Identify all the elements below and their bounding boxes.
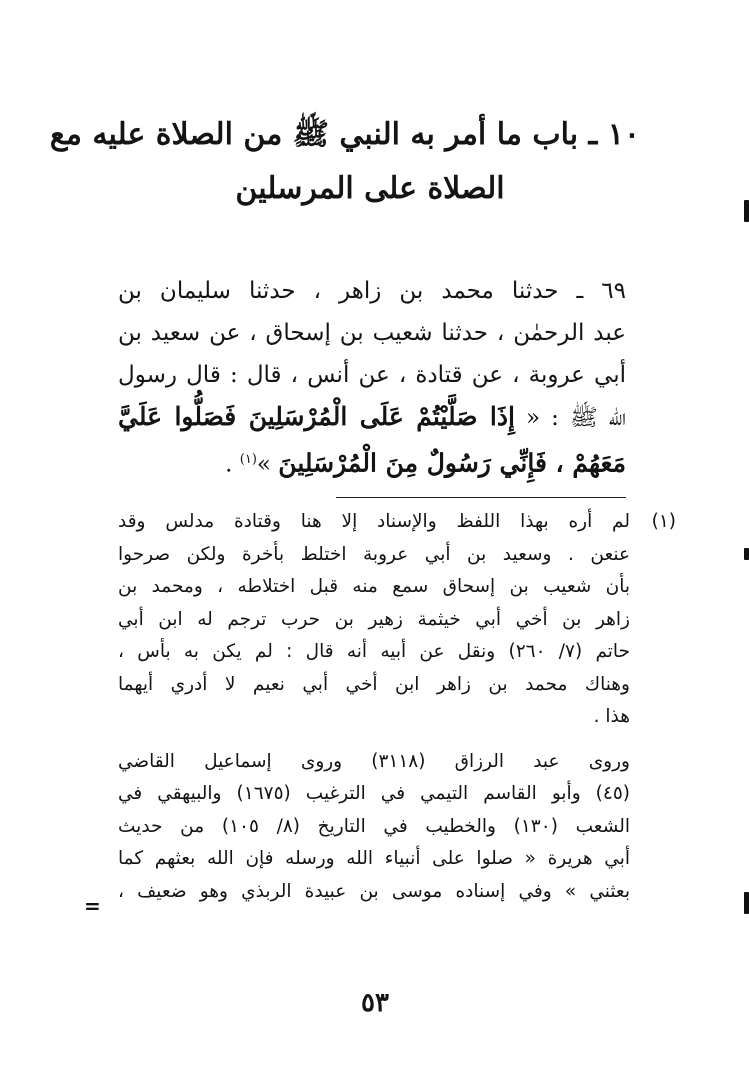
footnote-line: الشعب (١٣٠) والخطيب في التاريخ (٨/ ١٠٥) من حديث <box>118 815 630 837</box>
footnote-line: بأن شعيب بن إسحاق سمع منه قبل اختلاطه ، ومحمد بن <box>118 576 630 597</box>
footnote-marker: (١) <box>651 511 676 532</box>
footnote-line: عنعن . وسعيد بن أبي عروبة اختلط بأخرة ولكن صرحوا <box>118 543 630 565</box>
scan-edge-mark <box>744 892 749 914</box>
hadith-line-prefix: الله ﷺ : « <box>514 405 626 431</box>
footnote-block <box>118 506 676 908</box>
hadith-text <box>118 270 626 486</box>
footnote-line: وروى عبد الرزاق (٣١١٨) وروى إسماعيل القاضي <box>118 750 630 772</box>
footnote-line: حاتم (٧/ ٢٦٠) ونقل عن أبيه أنه قال : لم يكن به بأس ، <box>118 641 631 662</box>
continuation-mark: = <box>84 894 101 918</box>
footnote-line: (١)لم أره بهذا اللفظ والإسناد إلا هنا وقتادة مدلس وقد <box>118 506 676 539</box>
chapter-title-line: ١٠ ـ باب ما أمر به النبي ﷺ من الصلاة عليه مع <box>49 117 640 152</box>
hadith-line-end: . <box>225 451 240 478</box>
scan-edge-mark <box>744 548 749 560</box>
footnote-line: زاهر بن أخي أبي خيثمة زهير بن حرب ترجم له ابن أبي <box>118 608 630 630</box>
prophetic-quote: إِذَا صَلَّيْتُمْ عَلَى الْمُرْسَلِينَ فَصَلُّوا عَلَيَّ <box>118 402 515 431</box>
hadith-line: أبي عروبة ، عن قتادة ، عن أنس ، قال : قال رسول <box>118 362 626 388</box>
hadith-line <box>118 396 626 439</box>
hadith-line <box>118 439 626 486</box>
hadith-line: ٦٩ ـ حدثنا محمد بن زاهر ، حدثنا سليمان بن <box>118 278 626 304</box>
footnote-reference: (١) <box>239 452 257 467</box>
footnote-line: وهناك محمد بن زاهر ابن أخي أبي نعيم لا أدري أيهما <box>118 673 630 695</box>
hadith-line: عبد الرحمٰن ، حدثنا شعيب بن إسحاق ، عن سعيد بن <box>118 320 626 346</box>
chapter-title <box>49 108 640 216</box>
prophetic-quote: مَعَهُمْ ، فَإِنِّي رَسُولٌ مِنَ الْمُرْسَلِينَ <box>278 448 626 478</box>
footnote-line: أبي هريرة « صلوا على أنبياء الله ورسله فإن الله بعثهم كما <box>118 848 630 869</box>
chapter-title-line: الصلاة على المرسلين <box>235 171 505 206</box>
page-number: ٥٣ <box>361 988 389 1018</box>
footnote-line: بعثني » وفي إسناده موسى بن عبيدة الربذي وهو ضعيف ، <box>118 880 630 902</box>
footnote-divider <box>336 497 626 498</box>
quote-close: » <box>256 451 279 478</box>
scan-edge-mark <box>744 200 749 222</box>
footnote-line: هذا . <box>593 706 630 727</box>
footnote-line: (٤٥) وأبو القاسم التيمي في الترغيب (١٦٧٥) والبيهقي في <box>118 783 630 804</box>
